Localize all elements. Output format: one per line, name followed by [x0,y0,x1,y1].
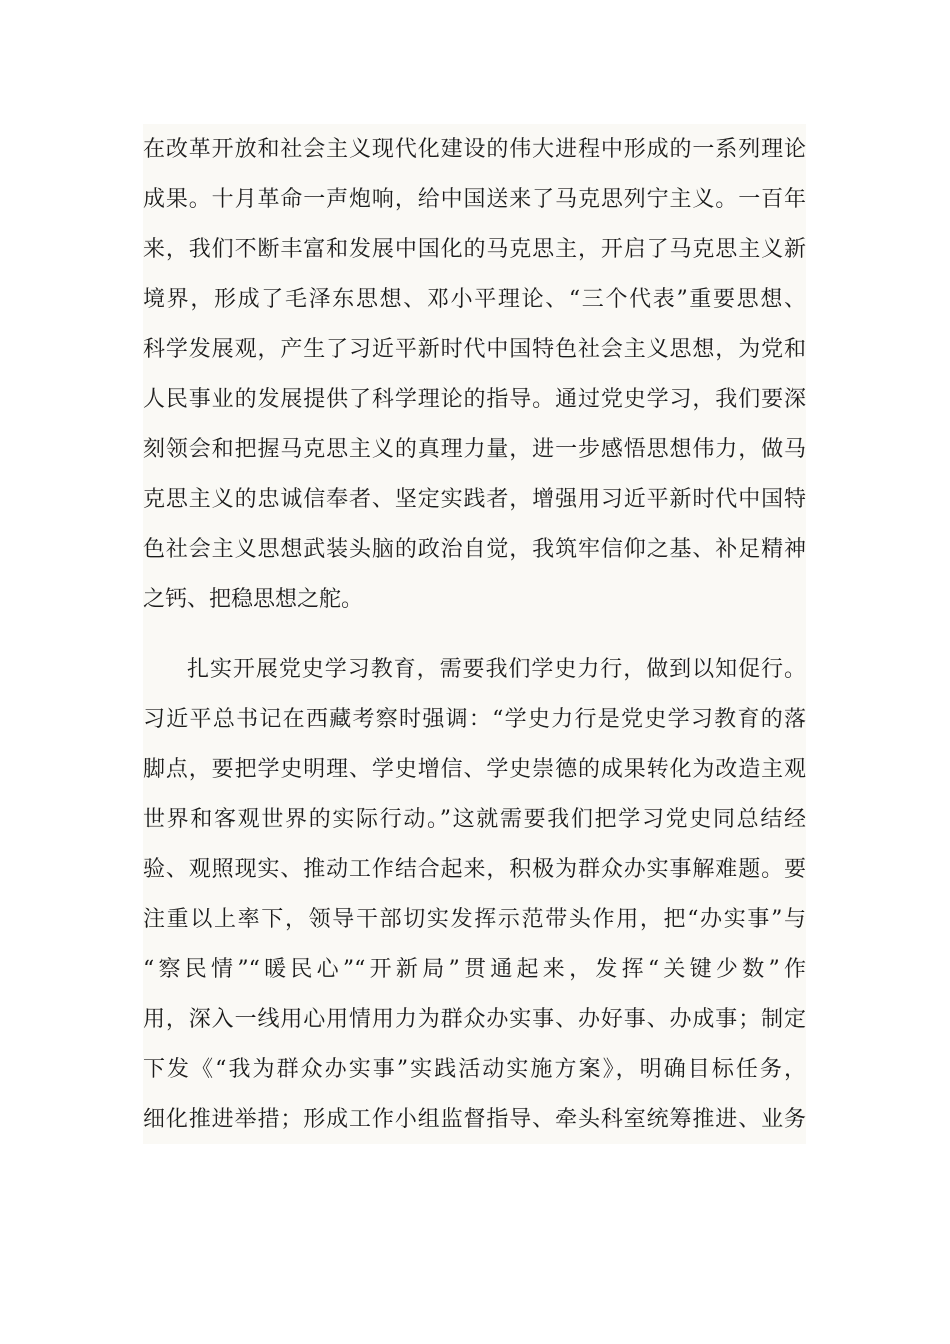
paragraph-2-line-2: 习近平总书记在西藏考察时强调：“学史力行是党史学习教育的落 [143,707,806,732]
paragraph-1-line-5: 科学发展观，产生了习近平新时代中国特色社会主义思想，为党和 [143,337,806,362]
paragraph-1-line-7: 刻领会和把握马克思主义的真理力量，进一步感悟思想伟力，做马 [143,437,806,462]
paragraph-1-line-3: 来，我们不断丰富和发展中国化的马克思主，开启了马克思主义新 [143,237,806,262]
paragraph-2-line-3: 脚点，要把学史明理、学史增信、学史崇德的成果转化为改造主观 [143,757,806,782]
paragraph-2-line-1: 扎实开展党史学习教育，需要我们学史力行，做到以知促行。 [187,657,806,682]
paragraph-1-line-6: 人民事业的发展提供了科学理论的指导。通过党史学习，我们要深 [143,387,806,412]
paragraph-1-line-8: 克思主义的忠诚信奉者、坚定实践者，增强用习近平新时代中国特 [143,487,806,512]
paragraph-1-line-9: 色社会主义思想武装头脑的政治自觉，我筑牢信仰之基、补足精神 [143,537,806,562]
paragraph-2-line-9: 下发《“我为群众办实事”实践活动实施方案》，明确目标任务， [143,1057,806,1082]
text-body [143,124,806,1144]
paragraph-1-line-4: 境界，形成了毛泽东思想、邓小平理论、“三个代表”重要思想、 [143,287,806,312]
paragraph-2-line-7: “察民情”“暖民心”“开新局”贯通起来，发挥“关键少数”作 [143,957,806,982]
paragraph-1-line-1: 在改革开放和社会主义现代化建设的伟大进程中形成的一系列理论 [143,137,806,162]
paragraph-1-line-2: 成果。十月革命一声炮响，给中国送来了马克思列宁主义。一百年 [143,187,806,212]
paragraph-1-line-10: 之钙、把稳思想之舵。 [143,587,364,612]
paragraph-2-line-5: 验、观照现实、推动工作结合起来，积极为群众办实事解难题。要 [143,857,806,882]
paragraph-2-line-4: 世界和客观世界的实际行动。”这就需要我们把学习党史同总结经 [143,807,806,832]
paragraph-2-line-8: 用，深入一线用心用情用力为群众办实事、办好事、办成事；制定 [143,1007,806,1032]
paragraph-2-line-10: 细化推进举措；形成工作小组监督指导、牵头科室统筹推进、业务 [143,1107,806,1132]
paragraph-2-line-6: 注重以上率下，领导干部切实发挥示范带头作用，把“办实事”与 [143,907,806,932]
